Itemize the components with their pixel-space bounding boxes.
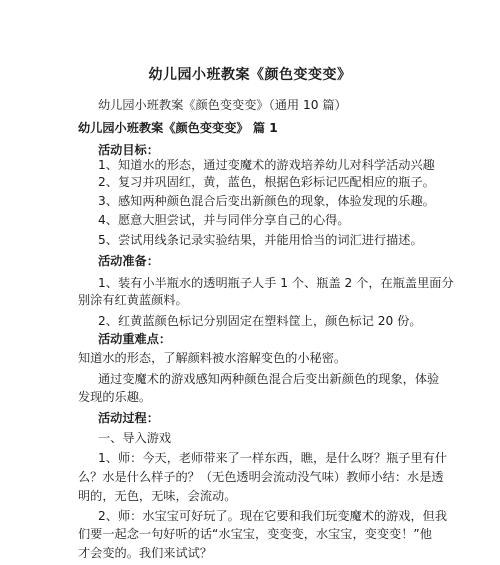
prep-item: 1、装有小半瓶水的透明瓶子人手 1 个、瓶盖 2 个，在瓶盖里面分 (98, 276, 454, 290)
key-point: 知道水的形态，了解颜料被水溶解变色的小秘密。 (78, 351, 347, 365)
process-paragraph: 1、师：今天，老师带来了一样东西，瞧，是什么呀？瓶子里有什 (98, 451, 448, 465)
prep-heading: 活动准备： (98, 254, 159, 268)
process-paragraph-continued: 么？水是什么样子的？（无色透明会流动没气味）教师小结：水是透 (78, 470, 444, 484)
key-point: 通过变魔术的游戏感知两种颜色混合后变出新颜色的现象，体验 (98, 372, 440, 386)
section-heading: 幼儿园小班教案《颜色变变变》 篇 1 (78, 121, 278, 135)
process-paragraph: 2、师：水宝宝可好玩了。现在它要和我们玩变魔术的游戏，但我 (98, 509, 448, 523)
process-heading: 活动过程： (98, 411, 159, 425)
document-subtitle: 幼儿园小班教案《颜色变变变》（通用 10 篇） (98, 98, 347, 112)
goal-item: 4、愿意大胆尝试，并与同伴分享自己的心得。 (98, 213, 350, 227)
key-point-continued: 发现的乐趣。 (78, 390, 152, 404)
key-points-heading: 活动重难点： (98, 332, 172, 346)
process-step: 一、导入游戏 (98, 431, 172, 445)
process-paragraph-continued: 明的，无色，无味，会流动。 (78, 489, 237, 503)
document-title: 幼儿园小班教案《颜色变变变》 (148, 67, 352, 83)
goal-item: 5、尝试用线条记录实验结果，并能用恰当的词汇进行描述。 (98, 233, 423, 247)
process-paragraph-continued: 们要一起念一句好听的话“水宝宝，变变变，水宝宝，变变变！”他 (78, 527, 432, 541)
prep-item: 2、红黄蓝颜色标记分别固定在塑料筐上，颜色标记 20 份。 (98, 314, 422, 328)
process-paragraph-continued: 才会变的。我们来试试？ (78, 546, 213, 560)
prep-item-continued: 别涂有红黄蓝颜料。 (78, 293, 188, 307)
goal-item: 2、复习并巩固红，黄，蓝色，根据色彩标记匹配相应的瓶子。 (98, 175, 435, 189)
goal-item: 3、感知两种颜色混合后变出新颜色的现象，体验发现的乐趣。 (98, 194, 435, 208)
goal-item: 1、知道水的形态，通过变魔术的游戏培养幼儿对科学活动兴趣 (98, 158, 435, 172)
goals-heading: 活动目标： (98, 143, 159, 157)
